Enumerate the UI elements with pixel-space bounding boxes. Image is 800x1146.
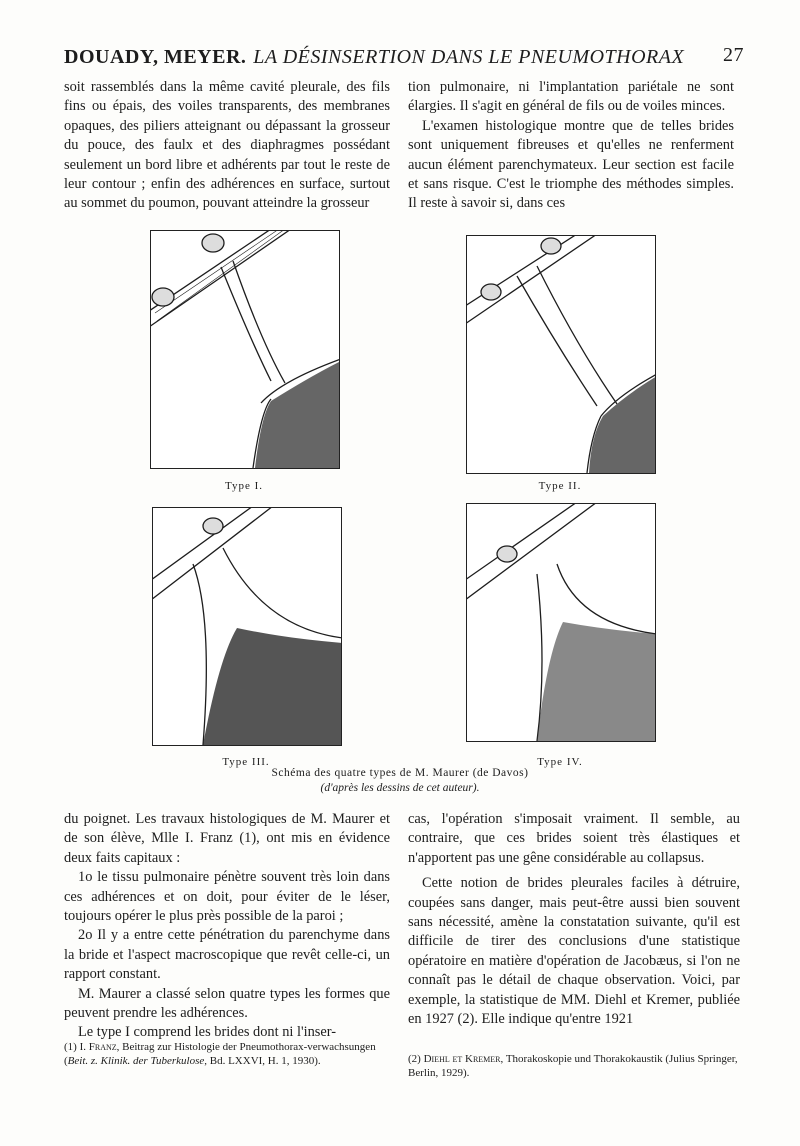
column-bottom-left bbox=[64, 810, 390, 1043]
footnote-author: Diehl et Kremer bbox=[423, 1053, 501, 1065]
column-top-right bbox=[408, 78, 734, 214]
paragraph: Le type I comprend les brides dont ni l'inser- bbox=[78, 1024, 337, 1041]
paragraph: 1o le tissu pulmonaire pénètre souvent très loin dans ces adhérences et on doit, pour éviter de le léser, toujours opérer le plus près possible de la paroi ; bbox=[64, 869, 390, 925]
footnote-author: Franz bbox=[88, 1041, 117, 1053]
figure-caption: Schéma des quatre types de M. Maurer (de Davos) bbox=[271, 767, 529, 779]
paragraph: L'examen histologique montre que de telles brides sont uniquement fibreuses et qu'elles ne renferment aucun élément parenchymateux. Leur section est facile et sans risque. C'est le triomphe des méthodes simples. Il reste à savoir si, dans ces bbox=[408, 117, 734, 212]
figure-label: Type II. bbox=[538, 480, 582, 492]
running-header bbox=[64, 44, 744, 74]
paragraph: cas, l'opération s'imposait vraiment. Il semble, au contraire, que ces brides soient très élastiques et n'apportent pas une gêne considérable au collapsus. bbox=[408, 811, 740, 866]
figure-type-3-drawing bbox=[153, 508, 341, 745]
footnote-lead: (1) I. bbox=[64, 1041, 89, 1053]
footnote-text: , Beitrag zur Histologie der Pneumothorax-verwachsungen ( bbox=[64, 1041, 376, 1067]
header-authors: DOUADY, MEYER. bbox=[64, 46, 247, 68]
paragraph: soit rassemblés dans la même cavité pleurale, des fils fins ou épais, des voiles transparents, des membranes opaques, des piliers atteignant ou dépassant la grosseur du pouce, des faulx et des diaphragmes possédant seulement un bord libre et adhérents par tout le reste de leur contour ; enfin des adhérences en surface, surtout au sommet du poumon, pouvant atteindre la grosseur bbox=[64, 79, 390, 212]
footnote-lead: (2) bbox=[408, 1053, 424, 1065]
figure-type-1-drawing bbox=[151, 231, 339, 468]
figure-type-4 bbox=[466, 503, 656, 742]
column-top-left bbox=[64, 78, 390, 214]
figure-type-3 bbox=[152, 507, 342, 746]
footnote-tail: , Bd. LXXVI, H. 1, 1930). bbox=[204, 1055, 321, 1067]
footnote-2 bbox=[408, 1052, 740, 1080]
header-title: LA DÉSINSERTION DANS LE PNEUMOTHORAX bbox=[253, 46, 685, 68]
figure-label: Type IV. bbox=[537, 756, 583, 768]
footnote-text: , Thorakoskopie und Thorakokaustik (Julius Springer, Berlin, 1929). bbox=[408, 1053, 738, 1079]
paragraph: 2o Il y a entre cette pénétration du parenchyme dans la bride et l'aspect macroscopique que revêt celle-ci, un rapport constant. bbox=[64, 927, 390, 983]
paragraph: du poignet. Les travaux histologiques de M. Maurer et de son élève, Mlle I. Franz (1), ont mis en évidence deux faits capitaux : bbox=[64, 811, 390, 866]
figure-type-1 bbox=[150, 230, 340, 469]
figure-label: Type III. bbox=[222, 756, 270, 768]
figure-type-2-drawing bbox=[467, 236, 655, 473]
paragraph: tion pulmonaire, ni l'implantation pariétale ne sont élargies. Il s'agit en général de fils ou de voiles minces. bbox=[408, 79, 734, 115]
figure-subcaption: (d'après les dessins de cet auteur). bbox=[320, 782, 480, 794]
footnote-1 bbox=[64, 1040, 396, 1068]
paragraph: M. Maurer a classé selon quatre types les formes que peuvent prendre les adhérences. bbox=[64, 985, 390, 1022]
figure-label: Type I. bbox=[225, 480, 263, 492]
footnote-journal: Beit. z. Klinik. der Tuberkulose bbox=[67, 1055, 205, 1067]
figure-type-2 bbox=[466, 235, 656, 474]
paragraph: Cette notion de brides pleurales faciles à détruire, coupées sans danger, mais peut-être aussi bien souvent sans nécessité, amène la constatation suivante, qu'il est difficile de tirer des conclusions d'une statistique opératoire en matière d'opération de Jacobæus, si l'on ne connaît pas le détail de chaque observation. Voici, par exemple, la statistique de MM. Diehl et Kremer, publiée en 1927 (2). Elle indique qu'entre 1921 bbox=[408, 875, 740, 1028]
column-bottom-right bbox=[408, 810, 740, 1029]
figure-type-4-drawing bbox=[467, 504, 655, 741]
page-number: 27 bbox=[723, 44, 744, 66]
